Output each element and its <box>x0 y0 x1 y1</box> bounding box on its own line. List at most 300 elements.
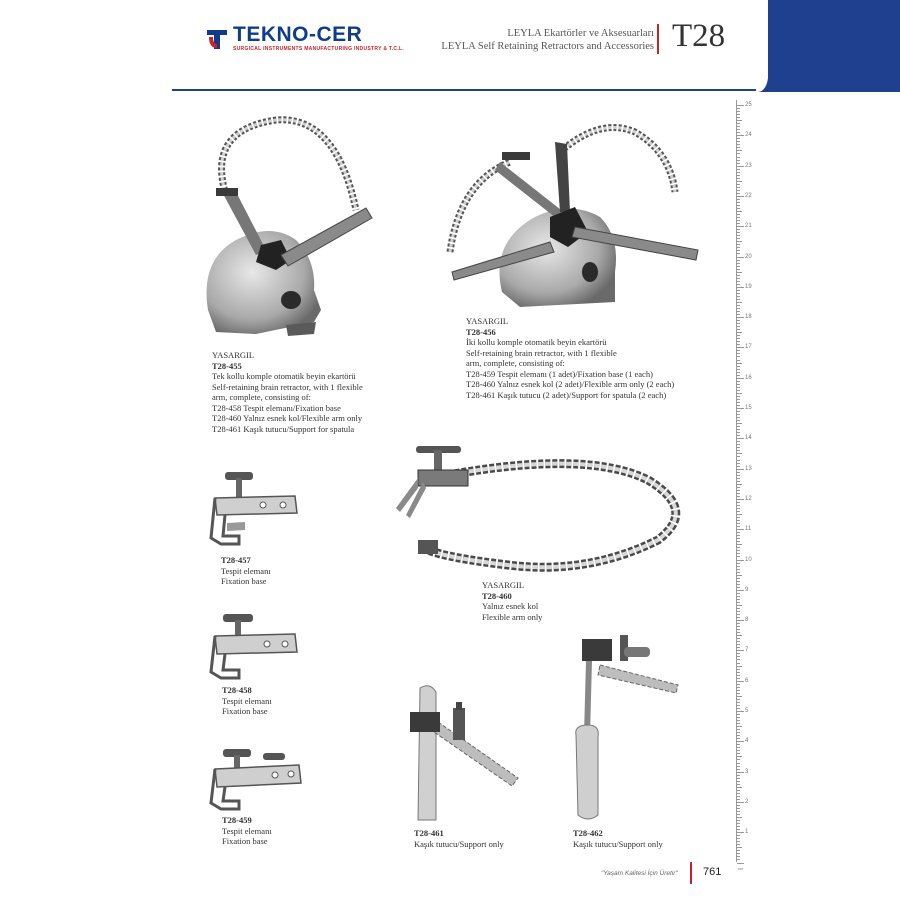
ruler-tick <box>737 690 740 691</box>
t28-457-code: T28-457 <box>221 555 251 565</box>
ruler-tick <box>737 763 740 764</box>
ruler-tick <box>737 805 740 806</box>
t28-461-caption <box>414 828 504 849</box>
t28-455-photo <box>196 110 376 340</box>
ruler-number: 10 <box>745 556 752 563</box>
ruler-tick <box>737 605 742 606</box>
ruler-tick <box>737 399 740 400</box>
ruler-tick <box>737 199 740 200</box>
ruler-tick <box>737 629 740 630</box>
ruler-tick <box>737 569 740 570</box>
ruler-tick <box>737 563 740 564</box>
ruler-tick <box>737 263 740 264</box>
page-number: 761 <box>703 866 722 878</box>
footer-divider <box>690 862 692 884</box>
ruler-tick <box>737 484 742 485</box>
t28-459-caption <box>222 815 272 847</box>
t28-458-photo <box>205 610 300 685</box>
ruler-tick <box>737 372 740 373</box>
ruler-tick <box>737 759 740 760</box>
ruler-tick <box>737 141 740 142</box>
ruler-tick <box>737 114 740 115</box>
ruler-tick <box>737 699 740 700</box>
ruler-tick <box>737 587 740 588</box>
ruler-tick <box>737 656 740 657</box>
ruler-number: 21 <box>745 223 752 230</box>
brand-tagline: SURGICAL INSTRUMENTS MANUFACTURING INDUSTRY & T.C.L. <box>233 46 405 52</box>
ruler-tick <box>737 402 740 403</box>
ruler-number: 8 <box>745 617 749 624</box>
ruler-tick <box>737 799 740 800</box>
ruler-number: 25 <box>745 102 752 108</box>
ruler-tick <box>737 296 740 297</box>
t28-462-line-1: Kaşık tutucu/Support only <box>573 838 663 849</box>
ruler-tick <box>737 323 740 324</box>
ruler-number: 3 <box>745 768 749 775</box>
ruler-tick <box>737 281 740 282</box>
ruler-tick <box>737 178 740 179</box>
ruler-tick <box>737 644 740 645</box>
ruler-number: 11 <box>745 526 752 533</box>
t28-460-code: T28-460 <box>482 590 512 601</box>
header-divider <box>657 24 659 54</box>
ruler-tick <box>737 678 740 679</box>
ruler-tick <box>737 453 742 454</box>
ruler-tick <box>737 596 740 597</box>
ruler-tick <box>737 502 740 503</box>
t28-458-code: T28-458 <box>222 685 252 695</box>
ruler-tick <box>737 859 740 860</box>
ruler-tick <box>737 578 740 579</box>
t28-457-caption <box>221 555 271 587</box>
ruler-tick <box>737 150 742 151</box>
ruler-tick <box>737 420 740 421</box>
header-rule <box>172 89 756 91</box>
ruler-tick <box>737 238 740 239</box>
ruler-number: 2 <box>745 798 749 805</box>
ruler-tick <box>737 438 744 439</box>
ruler-tick <box>737 169 740 170</box>
t28-457-photo <box>205 468 300 553</box>
ruler-tick <box>737 602 740 603</box>
ruler-tick <box>737 802 744 803</box>
ruler-number: 20 <box>745 253 752 260</box>
ruler-tick <box>737 390 740 391</box>
ruler-tick <box>737 666 742 667</box>
ruler-tick <box>737 396 740 397</box>
ruler-number: 17 <box>745 344 752 351</box>
ruler-tick <box>737 493 740 494</box>
t28-459-photo <box>205 745 305 815</box>
brand-logo <box>205 25 404 52</box>
ruler-tick <box>737 463 740 464</box>
ruler-tick <box>737 856 740 857</box>
ruler-tick <box>737 702 740 703</box>
ruler-tick <box>737 235 740 236</box>
ruler-tick <box>737 244 740 245</box>
ruler-number: 12 <box>745 495 752 502</box>
ruler-tick <box>737 844 740 845</box>
t28-455-line-3: arm, complete, consisting of: <box>212 392 311 402</box>
ruler-tick <box>737 257 744 258</box>
ruler-tick <box>737 635 742 636</box>
ruler-tick <box>737 447 740 448</box>
ruler-tick <box>737 553 740 554</box>
ruler-tick <box>737 405 740 406</box>
ruler-tick <box>737 375 740 376</box>
ruler-tick <box>737 675 740 676</box>
ruler-tick <box>737 711 744 712</box>
ruler-tick <box>737 669 740 670</box>
ruler-tick <box>737 626 740 627</box>
ruler-tick <box>737 253 740 254</box>
ruler-tick <box>737 284 740 285</box>
ruler-tick <box>737 326 740 327</box>
header-title-tr: LEYLA Ekartörler ve Aksesuarları <box>507 28 654 39</box>
t28-460-line-2: Flexible arm only <box>482 611 543 622</box>
ruler-tick <box>737 126 740 127</box>
ruler-tick <box>737 717 740 718</box>
ruler-number: 15 <box>745 405 752 411</box>
ruler-tick <box>737 753 740 754</box>
ruler-tick <box>737 208 740 209</box>
ruler-tick <box>737 144 740 145</box>
ruler-number: 16 <box>745 374 752 381</box>
t28-455-caption <box>212 350 363 434</box>
ruler-tick <box>737 729 740 730</box>
ruler-tick <box>737 444 740 445</box>
ruler-number: 7 <box>745 647 749 654</box>
ruler-tick <box>737 611 740 612</box>
t28-456-line-1: İki kollu komple otomatik beyin ekartörü <box>466 337 607 347</box>
ruler-tick <box>737 623 740 624</box>
ruler-tick <box>737 487 740 488</box>
ruler-tick <box>737 575 742 576</box>
ruler-tick <box>737 778 740 779</box>
ruler-tick <box>737 366 740 367</box>
ruler-tick <box>737 850 740 851</box>
ruler-tick <box>737 632 740 633</box>
ruler-tick <box>737 556 740 557</box>
ruler-tick <box>737 496 740 497</box>
ruler-tick <box>737 738 740 739</box>
ruler-tick <box>737 184 740 185</box>
ruler-tick <box>737 705 740 706</box>
t28-456-code: T28-456 <box>466 326 496 337</box>
t28-462-caption <box>573 828 663 849</box>
t28-458-line-1: Tespit elemanı <box>222 695 272 706</box>
ruler-tick <box>737 584 740 585</box>
ruler-tick <box>737 384 740 385</box>
t28-460-line-1: Yalnız esnek kol <box>482 601 539 611</box>
ruler-tick <box>737 172 740 173</box>
ruler-tick <box>737 514 742 515</box>
ruler-tick <box>737 429 740 430</box>
ruler-number: 6 <box>745 677 749 684</box>
ruler-tick <box>737 123 740 124</box>
ruler-tick <box>737 320 740 321</box>
ruler-tick <box>737 105 744 106</box>
ruler-tick <box>737 293 740 294</box>
t28-455-line-6: T28-461 Kaşık tutucu/Support for spatula <box>212 423 355 434</box>
ruler-tick <box>737 566 740 567</box>
ruler-tick <box>737 714 740 715</box>
ruler-tick <box>737 723 740 724</box>
ruler-number: 5 <box>745 708 749 714</box>
ruler-tick <box>737 278 740 279</box>
ruler-tick <box>737 708 740 709</box>
ruler-tick <box>737 338 740 339</box>
ruler-tick <box>737 466 740 467</box>
t28-455-code: T28-455 <box>212 360 242 371</box>
ruler-tick <box>737 650 744 651</box>
ruler-tick <box>737 720 740 721</box>
ruler-tick <box>737 250 740 251</box>
t28-456-line-3: arm, complete, consisting of: <box>466 358 565 368</box>
t28-460-photo <box>388 440 688 580</box>
ruler-tick <box>737 684 740 685</box>
t28-456-line-4: T28-459 Tespit elemanı (1 adet)/Fixation base (1 each) <box>466 368 653 379</box>
ruler-tick <box>737 572 740 573</box>
ruler-tick <box>737 538 740 539</box>
ruler-tick <box>737 408 744 409</box>
t28-458-line-2: Fixation base <box>222 706 268 716</box>
ruler-tick <box>737 735 740 736</box>
t28-458-caption <box>222 685 272 717</box>
ruler-tick <box>737 160 740 161</box>
ruler-tick <box>737 214 740 215</box>
ruler-number: 18 <box>745 314 752 321</box>
ruler-tick <box>737 741 744 742</box>
ruler-tick <box>737 617 740 618</box>
ruler-tick <box>737 663 740 664</box>
ruler-tick <box>737 266 740 267</box>
t28-456-line-6: T28-461 Kaşık tutucu (2 adet)/Support for spatula (2 each) <box>466 389 667 400</box>
ruler-tick <box>737 787 742 788</box>
t28-459-code: T28-459 <box>222 815 252 825</box>
ruler-tick <box>737 647 740 648</box>
header-title-en: LEYLA Self Retaining Retractors and Accessories <box>441 41 654 52</box>
ruler-tick <box>737 138 740 139</box>
ruler-tick <box>737 417 740 418</box>
ruler-number: 1 <box>745 829 749 836</box>
ruler-tick <box>737 823 740 824</box>
t28-456-line-2: Self-retaining brain retractor, with 1 flexible <box>466 347 617 358</box>
t28-455-line-1: Tek kollu komple otomatik beyin ekartörü <box>212 371 356 381</box>
ruler-tick <box>737 353 740 354</box>
ruler-tick <box>737 317 744 318</box>
ruler-tick <box>737 305 740 306</box>
ruler-tick <box>737 393 742 394</box>
ruler-tick <box>737 853 740 854</box>
ruler-tick <box>737 120 742 121</box>
ruler-tick <box>737 544 742 545</box>
ruler-tick <box>737 220 740 221</box>
ruler-number: 24 <box>745 132 752 139</box>
ruler-tick <box>737 411 740 412</box>
ruler-tick <box>737 835 740 836</box>
ruler-tick <box>737 620 744 621</box>
brand-logo-icon <box>205 27 229 51</box>
brand-name: TEKNO-CER <box>233 23 363 46</box>
ruler-tick <box>737 526 740 527</box>
ruler-tick <box>737 378 744 379</box>
ruler-tick <box>737 166 744 167</box>
ruler-tick <box>737 111 740 112</box>
ruler-tick <box>737 187 740 188</box>
ruler-tick <box>737 432 740 433</box>
ruler-tick <box>737 793 740 794</box>
t28-460-caption <box>482 580 542 622</box>
ruler-tick <box>737 593 740 594</box>
ruler-tick <box>737 472 740 473</box>
ruler-tick <box>737 532 740 533</box>
ruler-tick <box>737 311 740 312</box>
ruler-tick <box>737 247 740 248</box>
ruler-tick <box>737 744 740 745</box>
ruler-tick <box>737 590 744 591</box>
ruler-tick <box>737 775 740 776</box>
ruler-tick <box>737 381 740 382</box>
ruler-tick <box>737 847 742 848</box>
ruler-tick <box>737 190 740 191</box>
ruler-tick <box>737 329 740 330</box>
t28-457-line-1: Tespit elemanı <box>221 565 271 576</box>
ruler-tick <box>737 769 740 770</box>
ruler-tick <box>737 766 740 767</box>
ruler-tick <box>737 175 740 176</box>
ruler-tick <box>737 272 742 273</box>
ruler-tick <box>737 423 742 424</box>
ruler-tick <box>737 344 740 345</box>
t28-457-line-2: Fixation base <box>221 576 267 586</box>
ruler-tick <box>737 290 740 291</box>
t28-461-code: T28-461 <box>414 828 444 838</box>
ruler-tick <box>737 314 740 315</box>
ruler-tick <box>737 108 740 109</box>
ruler-tick <box>737 808 740 809</box>
ruler-tick <box>737 360 740 361</box>
ruler-tick <box>737 756 742 757</box>
section-code: T28 <box>672 18 726 54</box>
ruler-tick <box>737 414 740 415</box>
ruler-tick <box>737 505 740 506</box>
ruler-tick <box>737 750 740 751</box>
ruler-tick <box>737 535 740 536</box>
ruler-tick <box>737 693 740 694</box>
measurement-ruler <box>736 100 751 862</box>
ruler-tick <box>737 147 740 148</box>
ruler-tick <box>737 260 740 261</box>
ruler-tick <box>737 369 740 370</box>
ruler-tick <box>737 302 742 303</box>
ruler-tick <box>737 817 742 818</box>
ruler-tick <box>737 335 740 336</box>
ruler-tick <box>737 157 740 158</box>
t28-461-line-1: Kaşık tutucu/Support only <box>414 838 504 849</box>
ruler-tick <box>737 475 740 476</box>
ruler-tick <box>737 511 740 512</box>
ruler-tick <box>737 696 742 697</box>
ruler-tick <box>737 784 740 785</box>
ruler-tick <box>737 814 740 815</box>
ruler-tick <box>737 223 740 224</box>
ruler-tick <box>737 523 740 524</box>
ruler-tick <box>737 232 740 233</box>
ruler-tick <box>737 659 740 660</box>
ruler-tick <box>737 581 740 582</box>
ruler-tick <box>737 790 740 791</box>
t28-459-line-2: Fixation base <box>222 836 268 846</box>
t28-455-line-4: T28-458 Tespit elemanı/Fixation base <box>212 402 341 413</box>
t28-462-photo <box>560 625 685 825</box>
ruler-number: 9 <box>745 586 749 593</box>
ruler-tick <box>737 269 740 270</box>
ruler-tick <box>737 181 742 182</box>
ruler-tick <box>737 520 740 521</box>
ruler-tick <box>737 796 740 797</box>
ruler-tick <box>737 481 740 482</box>
ruler-tick <box>737 541 740 542</box>
ruler-tick <box>737 450 740 451</box>
ruler-tick <box>737 772 744 773</box>
ruler-tick <box>737 426 740 427</box>
ruler-tick <box>737 308 740 309</box>
ruler-tick <box>737 341 740 342</box>
ruler-tick <box>737 196 744 197</box>
ruler-tick <box>737 499 744 500</box>
ruler-tick <box>737 732 740 733</box>
t28-462-code: T28-462 <box>573 828 603 838</box>
ruler-tick <box>737 460 740 461</box>
ruler-number: 14 <box>745 435 752 442</box>
ruler-tick <box>737 202 740 203</box>
ruler-tick <box>737 163 740 164</box>
ruler-tick <box>737 229 740 230</box>
ruler-tick <box>737 332 742 333</box>
ruler-tick <box>737 363 742 364</box>
t28-459-line-1: Tespit elemanı <box>222 825 272 836</box>
ruler-tick <box>737 478 740 479</box>
ruler-tick <box>737 547 740 548</box>
ruler-tick <box>737 508 740 509</box>
ruler-tick <box>737 441 740 442</box>
ruler-tick <box>737 832 744 833</box>
ruler-tick <box>737 350 740 351</box>
ruler-tick <box>737 469 744 470</box>
t28-456-line-5: T28-460 Yalnız esnek kol (2 adet)/Flexible arm only (2 each) <box>466 379 675 389</box>
ruler-tick <box>737 614 740 615</box>
ruler-tick <box>737 387 740 388</box>
ruler-number: 22 <box>745 192 752 199</box>
ruler-tick <box>737 529 744 530</box>
ruler-tick <box>737 456 740 457</box>
ruler-tick <box>737 275 740 276</box>
ruler-number: 13 <box>745 465 752 472</box>
ruler-tick <box>737 608 740 609</box>
t28-456-photo <box>440 122 700 317</box>
t28-456-caption <box>466 316 674 400</box>
t28-455-brand: YASARGIL <box>212 350 255 360</box>
ruler-tick <box>737 599 740 600</box>
ruler-tick <box>737 517 740 518</box>
ruler-tick <box>737 205 740 206</box>
ruler-tick <box>737 287 744 288</box>
ruler-tick <box>737 211 742 212</box>
ruler-number: 23 <box>745 162 752 169</box>
footer-slogan: "Yaşam Kalitesi İçin Üretir" <box>601 870 678 877</box>
ruler-tick <box>737 217 740 218</box>
